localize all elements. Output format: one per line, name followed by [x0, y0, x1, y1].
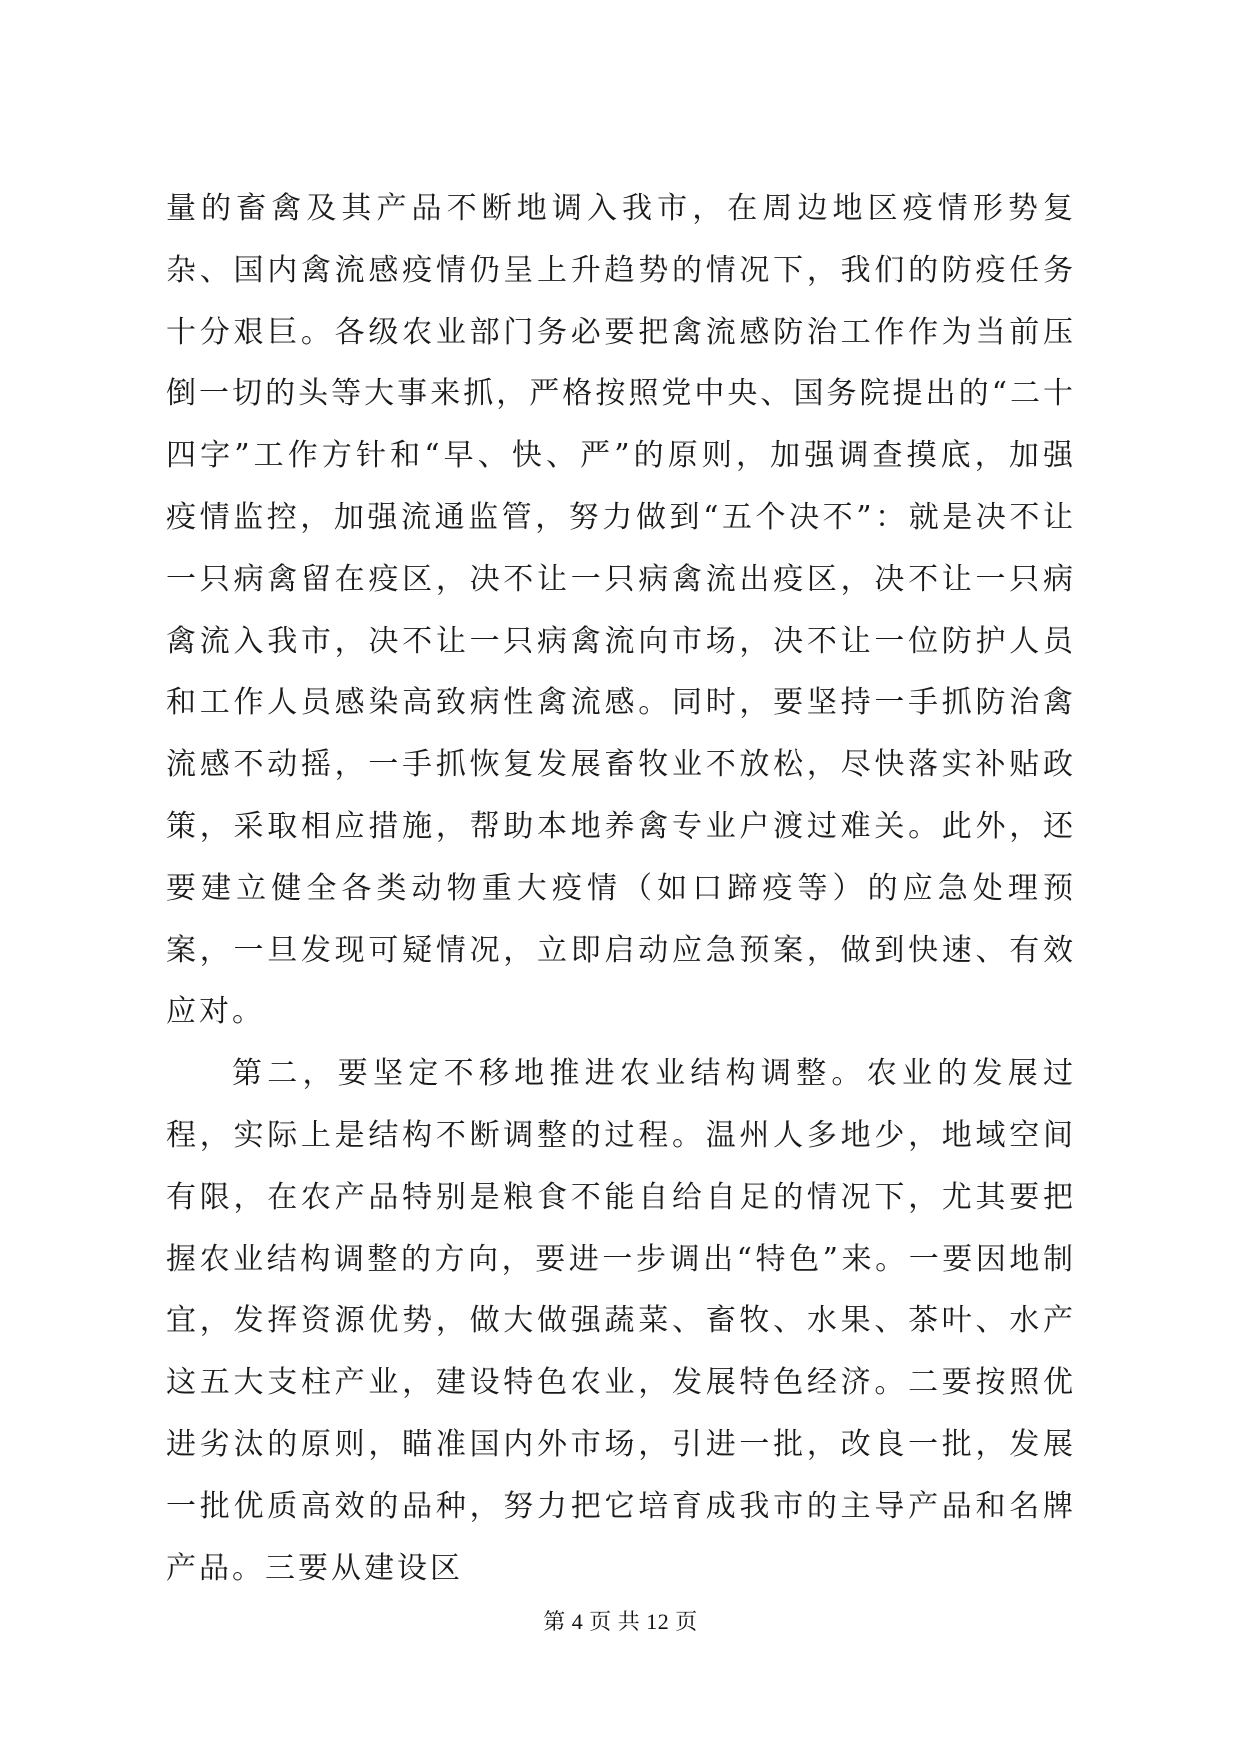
paragraph-continuation: 量的畜禽及其产品不断地调入我市，在周边地区疫情形势复杂、国内禽流感疫情仍呈上升趋势的情况下，我们的防疫任务十分艰巨。各级农业部门务必要把禽流感防治工作作为当前压倒一切的头等大事来抓，严格按照党中央、国务院提出的“二十四字”工作方针和“早、快、严”的原则，加强调查摸底，加强疫情监控，加强流通监管，努力做到“五个决不”：就是决不让一只病禽留在疫区，决不让一只病禽流出疫区，决不让一只病禽流入我市，决不让一只病禽流向市场，决不让一位防护人员和工作人员感染高致病性禽流感。同时，要坚持一手抓防治禽流感不动摇，一手抓恢复发展畜牧业不放松，尽快落实补贴政策，采取相应措施，帮助本地养禽专业户渡过难关。此外，还要建立健全各类动物重大疫情（如口蹄疫等）的应急处理预案，一旦发现可疑情况，立即启动应急预案，做到快速、有效应对。 — [166, 191, 1076, 1030]
document-body — [166, 178, 1076, 1599]
paragraph-second-point: 第二，要坚定不移地推进农业结构调整。农业的发展过程，实际上是结构不断调整的过程。温州人多地少，地域空间有限，在农产品特别是粮食不能自给自足的情况下，尤其要把握农业结构调整的方向，要进一步调出“特色”来。一要因地制宜，发挥资源优势，做大做强蔬菜、畜牧、水果、茶叶、水产这五大支柱产业，建设特色农业，发展特色经济。二要按照优进劣汰的原则，瞄准国内外市场，引进一批，改良一批，发展一批优质高效的品种，努力把它培育成我市的主导产品和名牌产品。三要从建设区 — [166, 1056, 1076, 1586]
page-number-footer: 第 4 页 共 12 页 — [543, 1609, 698, 1634]
